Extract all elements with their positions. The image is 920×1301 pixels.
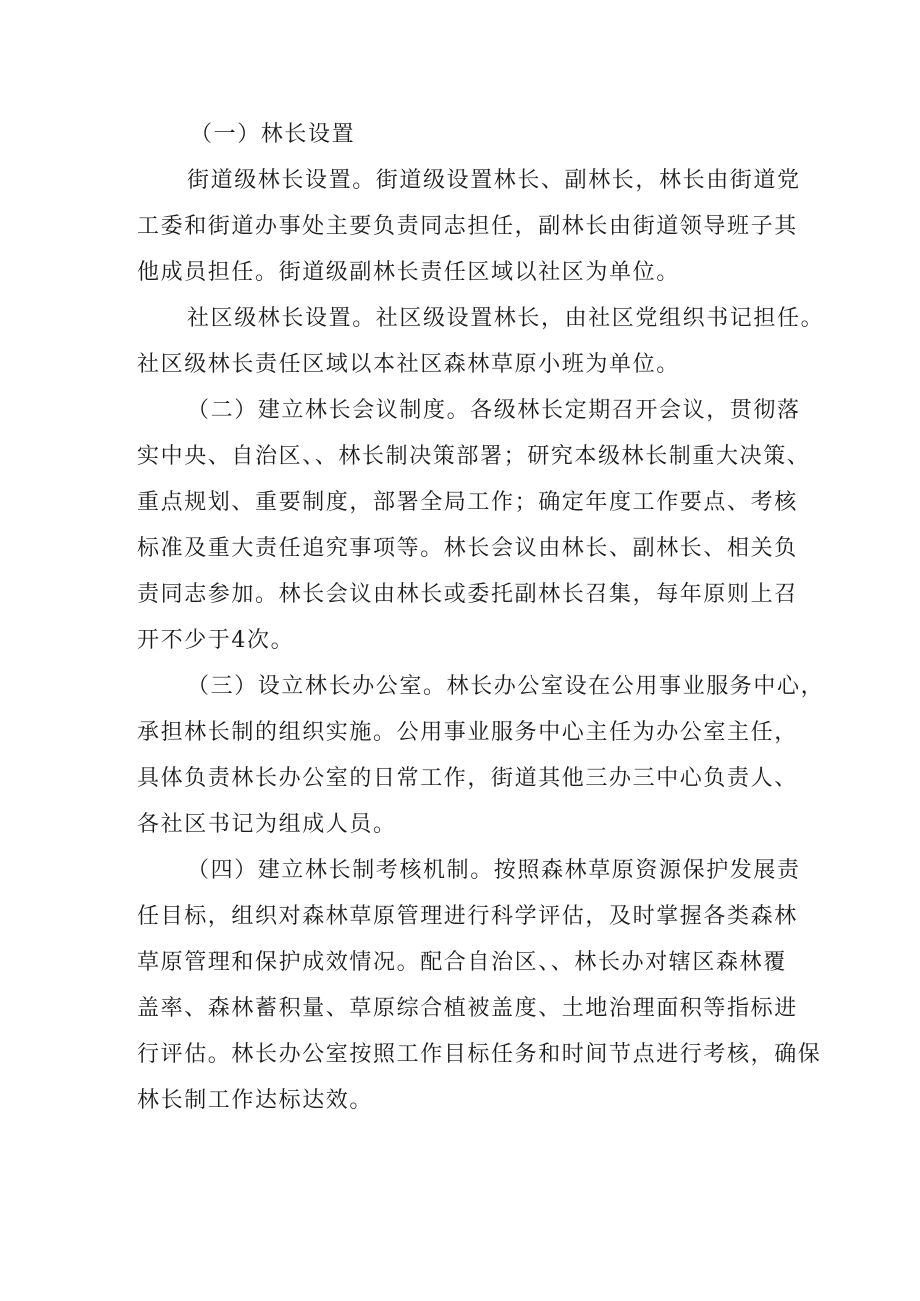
paragraph-line: 草原管理和保护成效情况。配合自治区、、林长办对辖区森林覆 — [137, 950, 787, 975]
paragraph-line: 各社区书记为组成人员。 — [137, 812, 397, 837]
paragraph-line: 社区级林长责任区域以本社区森林草原小班为单位。 — [137, 352, 680, 377]
paragraph-line: 承担林长制的组织实施。公用事业服务中心主任为办公室主任， — [137, 720, 798, 745]
paragraph-line: 任目标，组织对森林草原管理进行科学评估，及时掌握各类森林 — [137, 904, 798, 929]
paragraph-line: 社区级林长设置。社区级设置林长，由社区党组织书记担任。 — [187, 306, 825, 331]
document-body — [137, 112, 825, 1124]
paragraph-line: 工委和街道办事处主要负责同志担任，副林长由街道领导班子其 — [137, 214, 798, 239]
paragraph-line: 盖率、森林蓄积量、草原综合植被盖度、土地治理面积等指标进 — [137, 996, 798, 1021]
paragraph-line: 实中央、自治区、、林长制决策部署；研究本级林长制重大决策、 — [137, 444, 811, 469]
paragraph-street-level-setup — [137, 158, 817, 296]
paragraph-line: 林长制工作达标达效。 — [137, 1088, 374, 1113]
paragraph-line: 具体负责林长办公室的日常工作，街道其他三办三中心负责人、 — [137, 766, 798, 791]
paragraph-line: 他成员担任。街道级副林长责任区域以社区为单位。 — [137, 260, 680, 285]
paragraph-line: （三）设立林长办公室。林长办公室设在公用事业服务中心， — [187, 674, 825, 699]
paragraph-line: 开不少于4次。 — [137, 628, 295, 653]
paragraph-line: 重点规划、重要制度，部署全局工作；确定年度工作要点、考核 — [137, 490, 798, 515]
paragraph-meeting-system — [137, 388, 817, 664]
paragraph-line: 标准及重大责任追究事项等。林长会议由林长、副林长、相关负 — [137, 536, 798, 561]
paragraph-line: 责同志参加。林长会议由林长或委托副林长召集，每年原则上召 — [137, 582, 798, 607]
paragraph-line: 行评估。林长办公室按照工作目标任务和时间节点进行考核，确保 — [137, 1042, 822, 1067]
paragraph-line: （四）建立林长制考核机制。按照森林草原资源保护发展责 — [187, 858, 801, 883]
paragraph-community-level-setup — [137, 296, 825, 388]
paragraph-line: 街道级林长设置。街道级设置林长、副林长，林长由街道党 — [187, 168, 801, 193]
paragraph-office-setup — [137, 664, 825, 848]
section-heading-forest-chief-setup: （一）林长设置 — [190, 122, 356, 147]
paragraph-assessment-mechanism — [137, 848, 822, 1124]
paragraph-line: （二）建立林长会议制度。各级林长定期召开会议，贯彻落 — [187, 398, 801, 423]
